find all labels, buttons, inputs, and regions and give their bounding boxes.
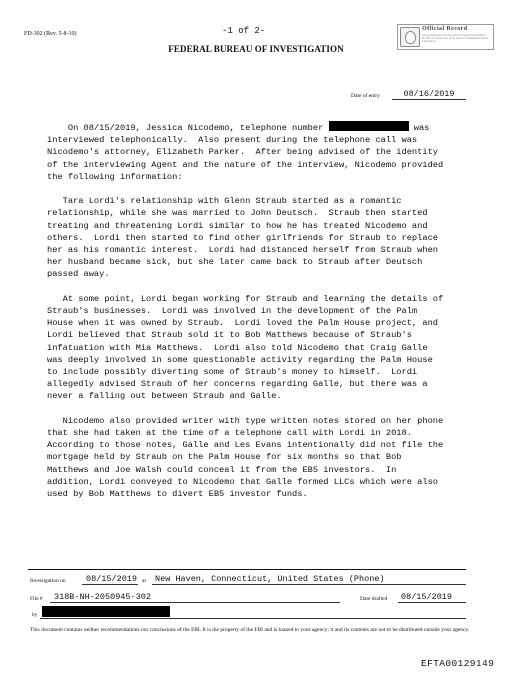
bates-number: EFTA00129149 [421,658,495,669]
investigation-on-value: 08/15/2019 [86,574,138,584]
paragraph-4: Nicodemo also provided writer with type written notes stored on her phone that she had taken at the time of a telephone call with Lordi in 2018. According to those notes, Galle and Les Evans intentionally did not file the mortgage held by Straub on the Palm House for six months so that Bob Matthews and Joe Walsh could conceal it from the EB5 investors. In addition, Lordi conveyed to Nicodemo that Galle formed LLCs which were also used by Bob Matthews to divert EB5 investor funds. [47,415,444,500]
investigation-on-label: Investigation on [30,578,66,584]
date-drafted-underline [398,602,466,603]
investigation-location: New Haven, Connecticut, United States (Phone) [155,574,385,584]
by-label: by [32,612,38,618]
agency-title: FEDERAL BUREAU OF INVESTIGATION [168,44,344,54]
redaction-phone-number [329,121,409,131]
date-drafted-label: Date drafted [360,596,388,602]
paragraph-1-end: was interviewed telephonically. Also present during the telephone call was Nicodemo's attorney, Elizabeth Parker. After being advised of the identity of the interviewing Agent and the nature of the interview, Nicodemo provided the following information: [47,123,444,182]
date-drafted-value: 08/15/2019 [401,592,453,602]
paragraph-1 [47,121,465,183]
seal-text: This document has been electronically signed and certified by the FBI; its contents may not be altered or disseminated without authorization. [422,34,489,44]
form-number: FD-302 (Rev. 5-8-10) [24,31,77,37]
official-record-seal [397,24,494,50]
file-number-value: 318B-NH-2050945-302 [54,592,151,602]
disclaimer-text: This document contains neither recommendations nor conclusions of the FBI. It is the property of the FBI and is loaned to your agency; it and its contents are not to be distributed outside your agency. [30,627,470,633]
fbi-seal-icon [400,27,420,47]
redaction-author [42,606,170,617]
file-number-underline [50,602,340,603]
seal-title: Official Record [422,26,468,32]
page-number: -1 of 2- [222,26,266,36]
date-of-entry-label: Date of entry [351,93,381,99]
location-underline [152,584,466,585]
date-of-entry-value: 08/16/2019 [392,89,466,100]
footer-divider [28,569,466,570]
at-label: at [142,578,146,584]
narrative-body [47,121,465,512]
by-underline [40,618,466,619]
paragraph-3: At some point, Lordi began working for Straub and learning the details of Straub's businesses. Lordi was involved in the development of the Palm House when it was owned by Straub. Lordi loved the Palm House project, and Lordi believed that Straub sold it to Bob Matthews because of Straub's infatuation with Mia Matthews. Lordi also told Nicodemo that Craig Galle was deeply involved in some questionable activity regarding the Palm House to include possibly diverting some of Straub's money to himself. Lordi allegedly advised Straub of her concerns regarding Galle, but there was a never a falling out between Straub and Galle. [47,293,444,402]
investigation-on-underline [82,584,138,585]
paragraph-2: Tara Lordi's relationship with Glenn Straub started as a romantic relationship, while she was married to John Deutsch. Straub then started treating and threatening Lordi similar to how he has treated Nicodemo and others. Lordi then started to find other girlfriends for Straub to replace her as his romantic interest. Lordi had distanced herself from Straub when her husband became sick, but she later came back to Straub after Deutsch passed away. [47,196,439,280]
paragraph-1-start: On 08/15/2019, Jessica Nicodemo, telephone number [47,123,329,133]
file-number-label: File # [30,596,43,602]
